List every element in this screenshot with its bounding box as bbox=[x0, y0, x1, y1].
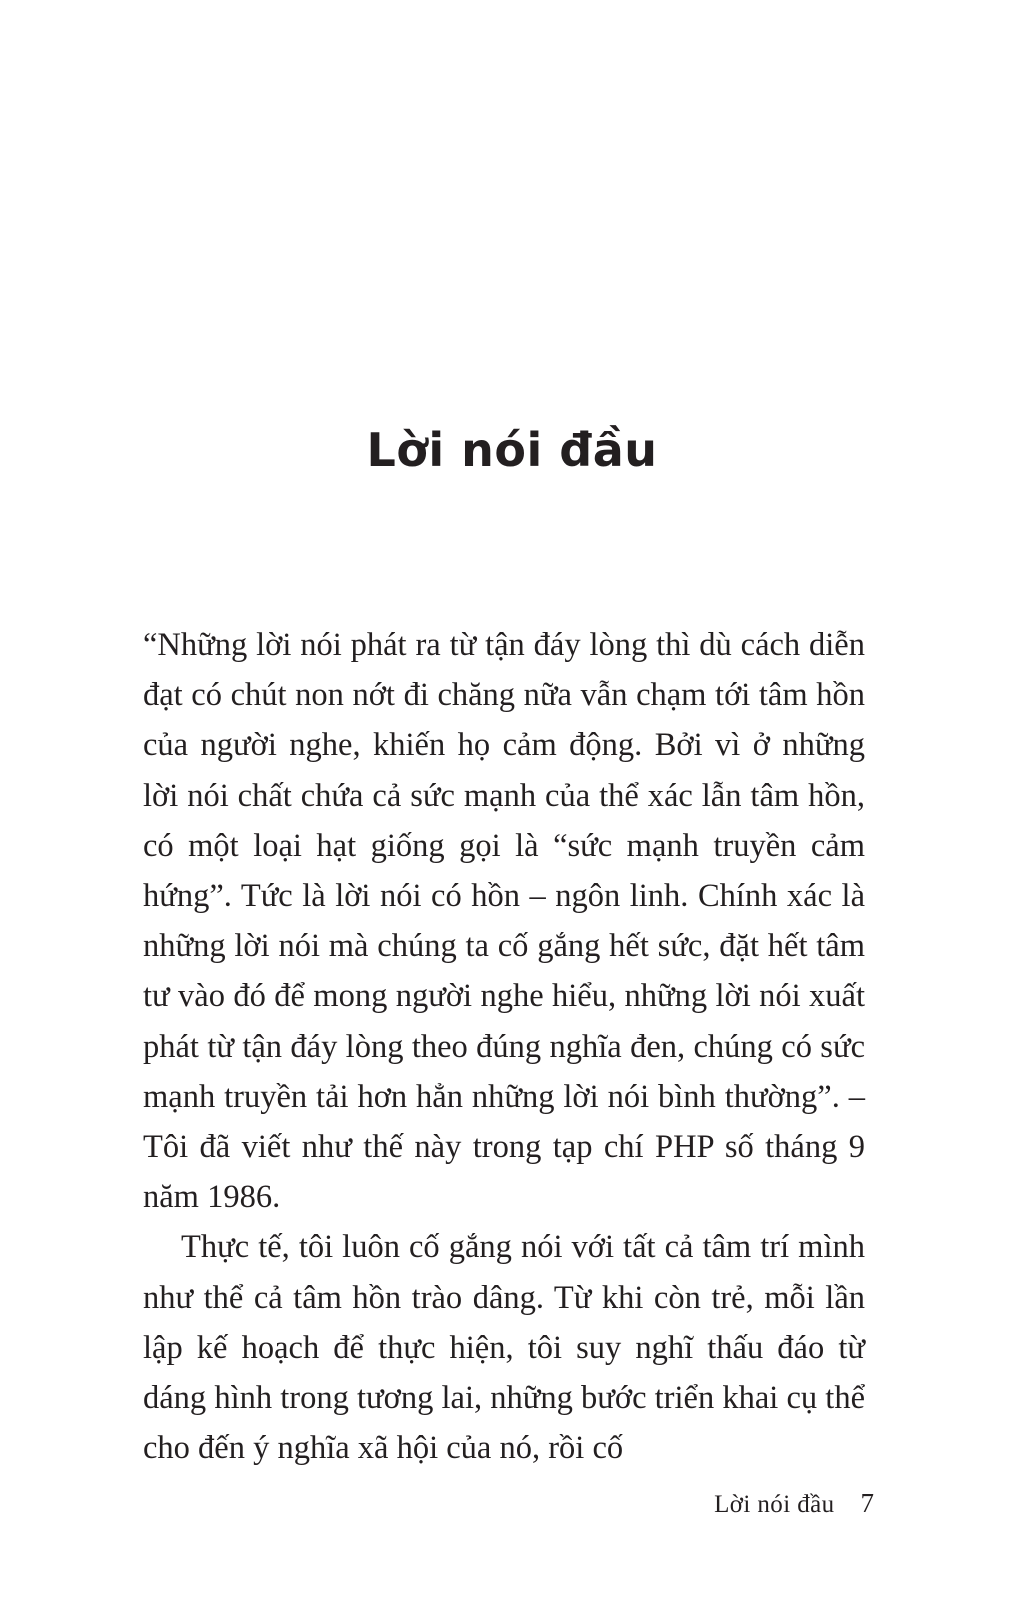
page-title: Lời nói đầu bbox=[366, 422, 658, 477]
body-text bbox=[143, 620, 865, 1473]
paragraph: Thực tế, tôi luôn cố gắng nói với tất cả tâm trí mình như thể cả tâm hồn trào dâng. Từ khi còn trẻ, mỗi lần lập kế hoạch để thực hiện, tôi suy nghĩ thấu đáo từ dáng hình trong tương lai, những bước triển khai cụ thể cho đến ý nghĩa xã hội của nó, rồi cố bbox=[143, 1229, 865, 1467]
paragraph: “Những lời nói phát ra từ tận đáy lòng thì dù cách diễn đạt có chút non nớt đi chăng nữa vẫn chạm tới tâm hồn của người nghe, khiến họ cảm động. Bởi vì ở những lời nói chất chứa cả sức mạnh của thể xác lẫn tâm hồn, có một loại hạt giống gọi là “sức mạnh truyền cảm hứng”. Tức là lời nói có hồn – ngôn linh. Chính xác là những lời nói mà chúng ta cố gắng hết sức, đặt hết tâm tư vào đó để mong người nghe hiểu, những lời nói xuất phát từ tận đáy lòng theo đúng nghĩa đen, chúng có sức mạnh truyền tải hơn hẳn những lời nói bình thường”. – Tôi đã viết như thế này trong tạp chí PHP số tháng 9 năm 1986. bbox=[143, 627, 865, 1216]
page-footer bbox=[714, 1488, 874, 1519]
page-number: 7 bbox=[860, 1488, 874, 1518]
running-head: Lời nói đầu bbox=[714, 1491, 835, 1518]
